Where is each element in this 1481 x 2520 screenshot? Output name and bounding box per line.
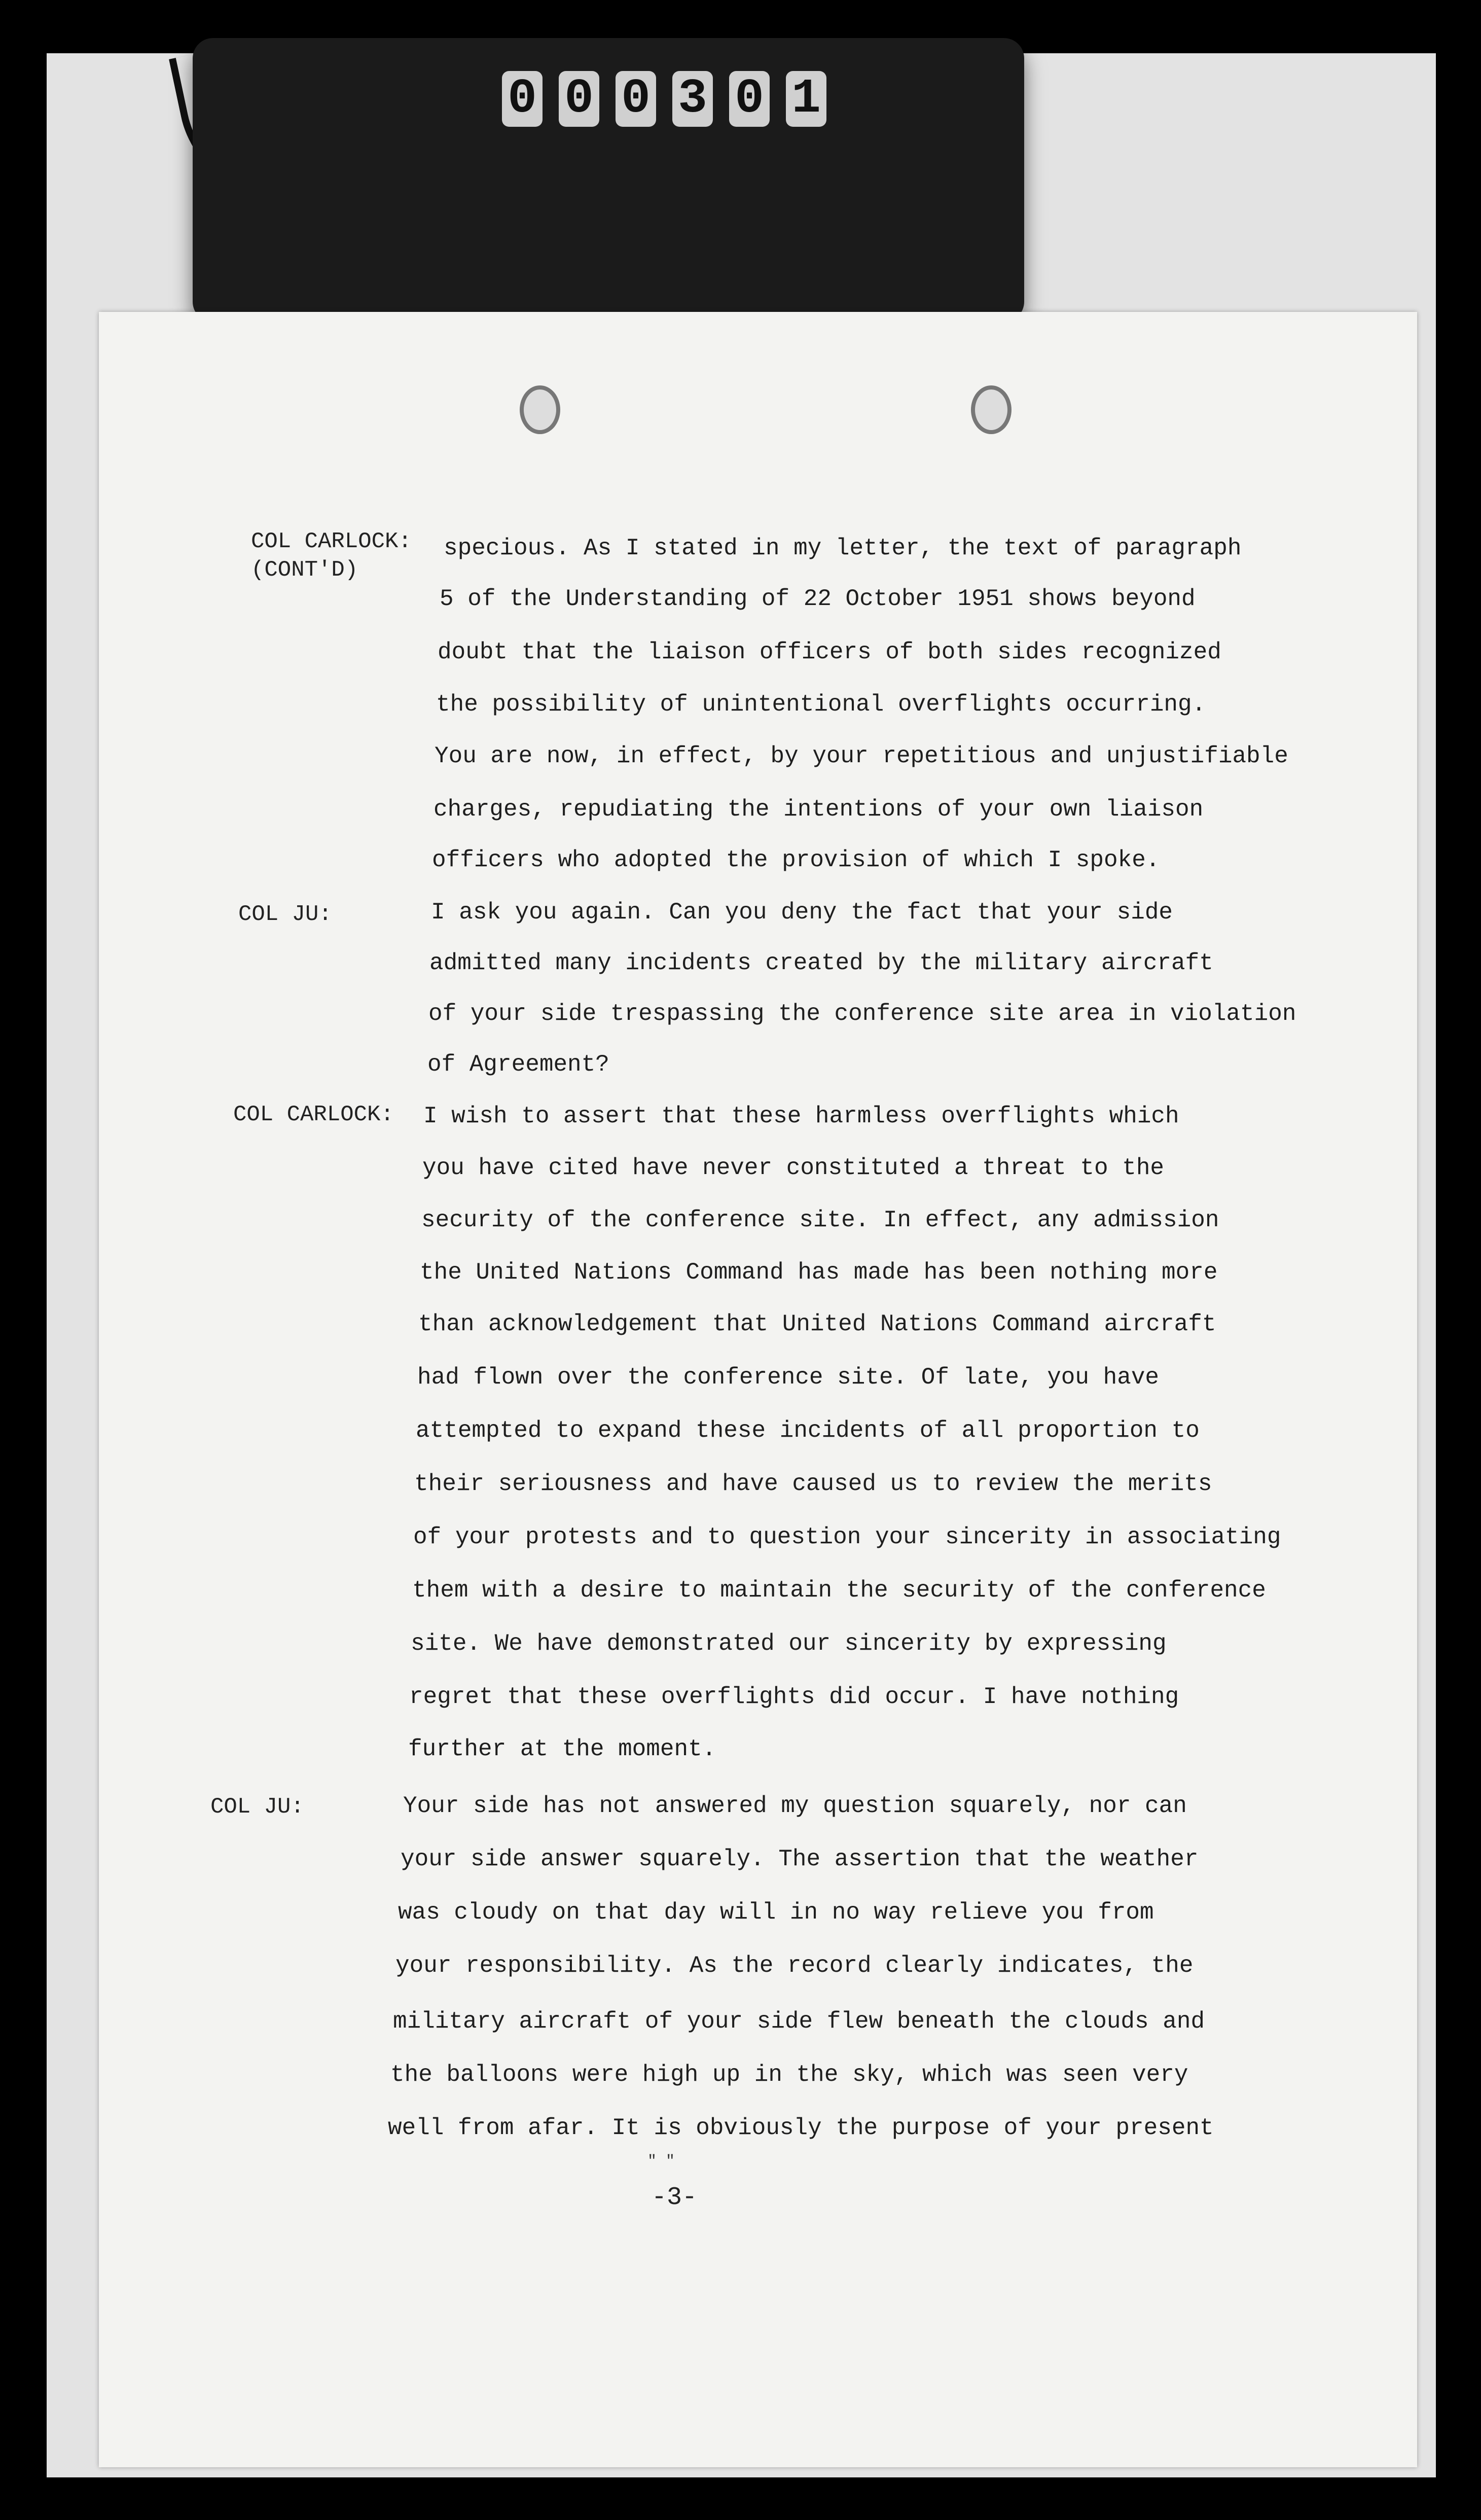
speaker-label: COL CARLOCK: [233,1102,394,1127]
transcript-line: the possibility of unintentional overflights occurring. [436,691,1206,718]
counter-digit: 0 [616,71,656,127]
transcript-line: well from afar. It is obviously the purpose of your present [388,2115,1214,2141]
transcript-line: their seriousness and have caused us to review the merits [414,1471,1212,1497]
transcript-line: than acknowledgement that United Nations Command aircraft [418,1311,1216,1337]
transcript-line: further at the moment. [408,1736,716,1762]
transcript-line: admitted many incidents created by the military aircraft [429,950,1213,976]
transcript-line: regret that these overflights did occur. I have nothing [409,1684,1179,1710]
transcript-line: You are now, in effect, by your repetitious and unjustifiable [435,743,1288,769]
transcript-line: site. We have demonstrated our sincerity by expressing [411,1630,1167,1657]
counter-digit: 0 [559,71,599,127]
punch-hole [971,385,1012,434]
transcript-line: you have cited have never constituted a threat to the [422,1155,1165,1181]
transcript-line: I wish to assert that these harmless overflights which [423,1103,1179,1129]
transcript-line: the United Nations Command has made has been nothing more [420,1259,1218,1286]
transcript-line: your side answer squarely. The assertion that the weather [401,1846,1199,1872]
transcript-line: them with a desire to maintain the security of the conference [412,1577,1266,1604]
transcript-line: of your side trespassing the conference site area in violation [428,1001,1296,1027]
page-number: -3- [652,2183,698,2212]
transcript-line: charges, repudiating the intentions of your own liaison [434,796,1204,823]
speaker-label: COL JU: [238,902,332,927]
frame-counter [502,71,826,127]
transcript-line: of Agreement? [427,1051,609,1078]
transcript-line: had flown over the conference site. Of late, you have [417,1364,1160,1391]
transcript-line: doubt that the liaison officers of both sides recognized [438,639,1221,665]
transcript-line: of your protests and to question your sincerity in associating [413,1524,1281,1550]
counter-digit: 1 [786,71,826,127]
counter-digit: 3 [672,71,713,127]
transcript-line: Your side has not answered my question squarely, nor can [403,1793,1187,1819]
transcript-line: I ask you again. Can you deny the fact that your side [431,899,1173,926]
transcript-line: the balloons were high up in the sky, which was seen very [390,2062,1188,2088]
page-marks: " " [647,2153,675,2170]
counter-digit: 0 [729,71,770,127]
transcript-line: was cloudy on that day will in no way relieve you from [398,1899,1154,1926]
transcript-page [99,312,1417,2467]
punch-hole [520,385,560,434]
transcript-line: your responsibility. As the record clearly indicates, the [395,1953,1194,1979]
transcript-line: officers who adopted the provision of which I spoke. [432,847,1160,873]
speaker-label: COL CARLOCK: (CONT'D) [251,529,412,583]
transcript-line: military aircraft of your side flew beneath the clouds and [393,2008,1205,2035]
transcript-line: security of the conference site. In effect, any admission [421,1207,1219,1233]
transcript-line: specious. As I stated in my letter, the text of paragraph [444,535,1242,561]
transcript-line: 5 of the Understanding of 22 October 1951 shows beyond [440,586,1196,612]
counter-digit: 0 [502,71,543,127]
speaker-label: COL JU: [210,1794,304,1820]
transcript-line: attempted to expand these incidents of all proportion to [416,1417,1200,1444]
